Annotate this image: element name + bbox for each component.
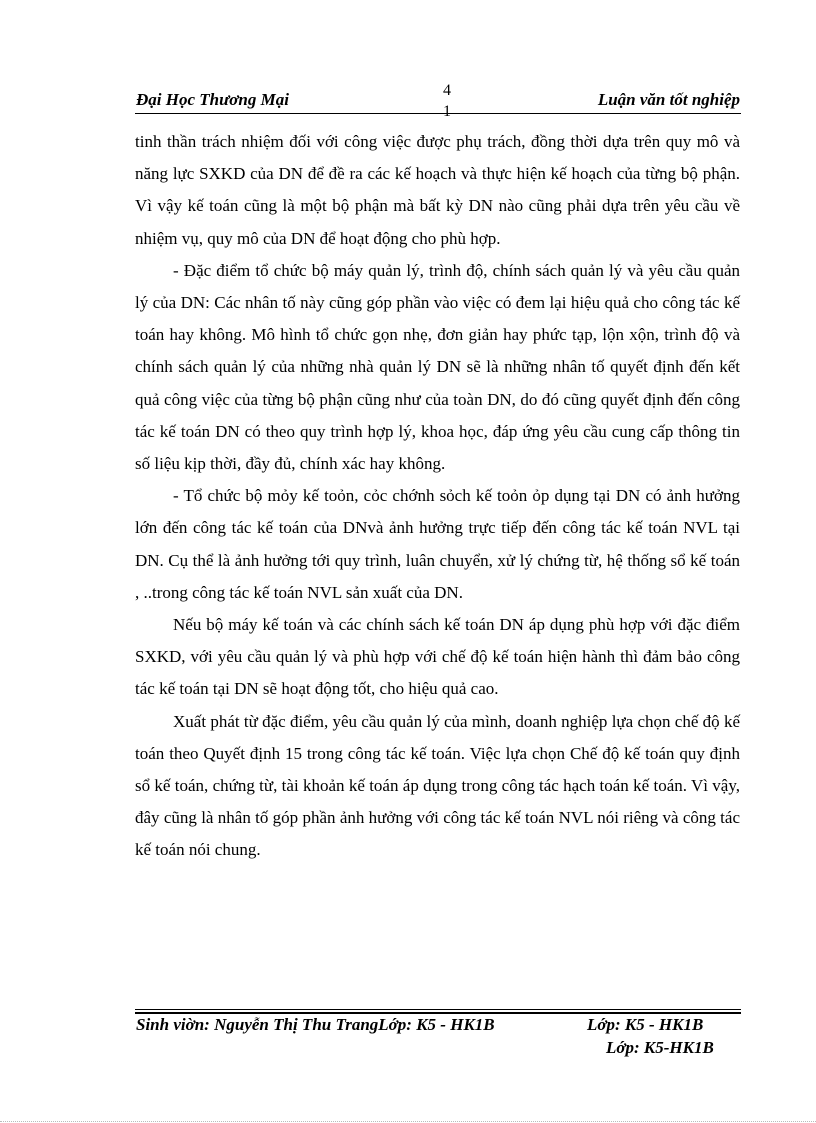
paragraph: tinh thần trách nhiệm đối với công việc được phụ trách, đồng thời dựa trên quy mô và năng lực SXKD của DN để đề ra các kế hoạch và thực hiện kế hoạch của từng bộ phận. Vì vậy kế toán cũng là một bộ phận mà bất kỳ DN nào cũng phải dựa trên yêu cầu về nhiệm vụ, quy mô của DN để hoạt động cho phù hợp. [135,132,740,248]
footer-divider-thin [135,1009,741,1010]
page-number-top: 4 [443,82,451,99]
header-divider [135,113,741,114]
footer-class-label-secondary: Lớp: K5-HK1B [606,1038,714,1057]
page-number-bottom: 1 [443,103,451,120]
paragraph: - Tổ chức bộ mỏy kế toỏn, cỏc chớnh sỏch kế toỏn ỏp dụng tại DN có ảnh hưởng lớn đến công tác kế toán của DNvà ảnh hưởng trực tiếp đến công tác kế toán NVL tại DN. Cụ thể là ảnh hưởng tới quy trình, luân chuyển, xử lý chứng từ, hệ thống sổ kế toán , ..trong công tác kế toán NVL sản xuất của DN. [135,486,740,602]
footer-class-label: Lớp: K5 - HK1B [587,1015,704,1034]
paragraph: Nếu bộ máy kế toán và các chính sách kế toán DN áp dụng phù hợp với đặc điểm SXKD, với yêu cầu quản lý và phù hợp với chế độ kế toán hiện hành thì đảm bảo công tác kế toán tại DN sẽ hoạt động tốt, cho hiệu quả cao. [135,615,740,699]
footer-divider-thick [135,1012,741,1014]
header-document-type: Luận văn tốt nghiệp [597,90,740,109]
document-body [135,126,740,867]
paragraph: - Đặc điểm tổ chức bộ máy quản lý, trình độ, chính sách quản lý và yêu cầu quản lý của DN: Các nhân tố này cũng góp phần vào việc có đem lại hiệu quả cho công tác kế toán hay không. Mô hình tổ chức gọn nhẹ, đơn giản hay phức tạp, lộn xộn, trình độ và chính sách quản lý của những nhà quản lý DN sẽ là những nhân tố quyết định đến kết quả công việc của từng bộ phận cũng như của toàn DN, do đó cũng quyết định đến công tác kế toán DN có theo quy trình hợp lý, khoa học, đáp ứng yêu cầu cung cấp thông tin số liệu kịp thời, đầy đủ, chính xác hay không. [135,260,740,474]
header-school-name: Đại Học Thương Mại [136,90,289,109]
page-number [441,80,453,122]
footer-student-info: Sinh viờn: Nguyễn Thị Thu TrangLớp: K5 - HK1B [136,1015,495,1034]
paragraph: Xuất phát từ đặc điểm, yêu cầu quản lý của mình, doanh nghiệp lựa chọn chế độ kế toán theo Quyết định 15 trong công tác kế toán. Việc lựa chọn Chế độ kế toán quy định sổ kế toán, chứng từ, tài khoản kế toán áp dụng trong công tác hạch toán kế toán. Vì vậy, đây cũng là nhân tố góp phần ảnh hưởng với công tác kế toán NVL nói riêng và công tác kế toán nói chung. [135,711,740,860]
page-edge-divider [0,1121,816,1122]
